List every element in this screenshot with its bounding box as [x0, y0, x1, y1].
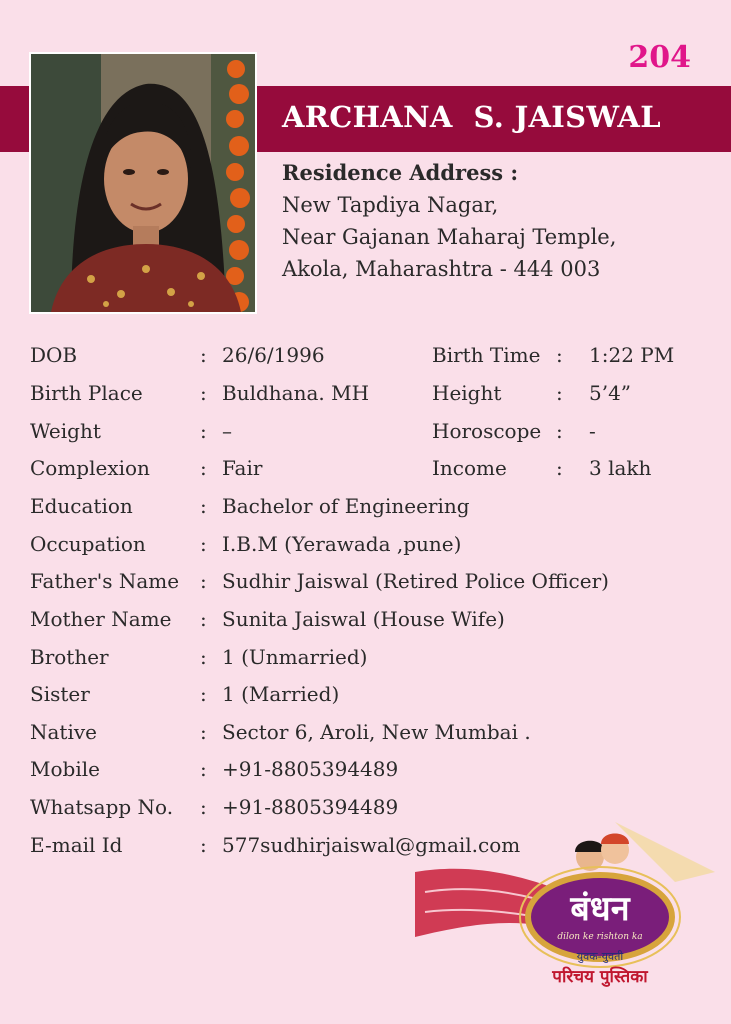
- detail-value: +91-8805394489: [222, 795, 399, 819]
- detail-label: Education: [30, 494, 133, 518]
- detail-label: Weight: [30, 419, 101, 443]
- couple-icon: [575, 834, 629, 872]
- detail-value: 1 (Married): [222, 682, 340, 706]
- address-heading: Residence Address :: [282, 160, 519, 185]
- detail-label: Brother: [30, 645, 109, 669]
- profile-name: ARCHANA S. JAISWAL: [282, 100, 661, 134]
- detail-label-2: Birth Time: [432, 343, 541, 367]
- detail-colon: :: [200, 456, 207, 480]
- page-number: 204: [628, 40, 691, 75]
- detail-value: 26/6/1996: [222, 343, 325, 367]
- detail-value: Buldhana. MH: [222, 381, 370, 405]
- detail-value-2: 3 lakh: [589, 456, 652, 480]
- detail-value: –: [222, 419, 232, 443]
- detail-colon: :: [200, 532, 207, 556]
- profile-photo: [29, 52, 257, 314]
- detail-row-mother-name: [0, 607, 731, 643]
- address-line: Near Gajanan Maharaj Temple,: [282, 225, 617, 249]
- detail-row-complexion: [0, 456, 731, 492]
- detail-value: Fair: [222, 456, 263, 480]
- detail-label: Father's Name: [30, 569, 180, 593]
- detail-colon: :: [200, 795, 207, 819]
- detail-colon-2: :: [556, 419, 563, 443]
- logo-tagline: dilon ke rishton ka: [557, 932, 643, 942]
- detail-label: Mobile: [30, 757, 100, 781]
- detail-value: Bachelor of Engineering: [222, 494, 470, 518]
- detail-row-dob: [0, 343, 731, 379]
- detail-value: 1 (Unmarried): [222, 645, 368, 669]
- detail-label-2: Income: [432, 456, 507, 480]
- detail-colon: :: [200, 381, 207, 405]
- detail-colon: :: [200, 682, 207, 706]
- detail-colon: :: [200, 419, 207, 443]
- detail-row-brother: [0, 645, 731, 681]
- detail-value: I.B.M (Yerawada ,pune): [222, 532, 462, 556]
- detail-row-weight: [0, 419, 731, 455]
- detail-row-native: [0, 720, 731, 756]
- detail-value: Sunita Jaiswal (House Wife): [222, 607, 505, 631]
- detail-colon-2: :: [556, 456, 563, 480]
- detail-row-education: [0, 494, 731, 530]
- detail-label: Complexion: [30, 456, 150, 480]
- detail-value: 577sudhirjaiswal@gmail.com: [222, 833, 521, 857]
- detail-label: Occupation: [30, 532, 146, 556]
- logo-sub2: परिचय पुस्तिका: [552, 967, 648, 987]
- detail-colon-2: :: [556, 381, 563, 405]
- detail-label: Whatsapp No.: [30, 795, 174, 819]
- address-line: New Tapdiya Nagar,: [282, 193, 499, 217]
- detail-label: Mother Name: [30, 607, 172, 631]
- detail-label: E-mail Id: [30, 833, 123, 857]
- detail-row-occupation: [0, 532, 731, 568]
- detail-colon: :: [200, 833, 207, 857]
- detail-colon: :: [200, 757, 207, 781]
- detail-colon: :: [200, 720, 207, 744]
- detail-label: Birth Place: [30, 381, 143, 405]
- detail-label-2: Height: [432, 381, 502, 405]
- detail-label: DOB: [30, 343, 78, 367]
- detail-colon: :: [200, 569, 207, 593]
- detail-label: Native: [30, 720, 97, 744]
- detail-value-2: -: [589, 419, 596, 443]
- detail-colon: :: [200, 607, 207, 631]
- detail-colon: :: [200, 343, 207, 367]
- detail-value: Sudhir Jaiswal (Retired Police Officer): [222, 569, 609, 593]
- detail-value: Sector 6, Aroli, New Mumbai .: [222, 720, 531, 744]
- detail-row-father-name: [0, 569, 731, 605]
- detail-value-2: 5’4”: [589, 381, 632, 405]
- detail-colon: :: [200, 494, 207, 518]
- detail-value-2: 1:22 PM: [589, 343, 675, 367]
- bandhan-logo: [415, 822, 715, 992]
- detail-colon-2: :: [556, 343, 563, 367]
- logo-sub1: युवक-युवती: [576, 950, 624, 963]
- detail-value: +91-8805394489: [222, 757, 399, 781]
- detail-row-birth-place: [0, 381, 731, 417]
- detail-colon: :: [200, 645, 207, 669]
- detail-label-2: Horoscope: [432, 419, 542, 443]
- logo-title: बंधन: [570, 889, 630, 929]
- detail-row-sister: [0, 682, 731, 718]
- address-line: Akola, Maharashtra - 444 003: [282, 257, 601, 281]
- detail-row-mobile: [0, 757, 731, 793]
- detail-label: Sister: [30, 682, 90, 706]
